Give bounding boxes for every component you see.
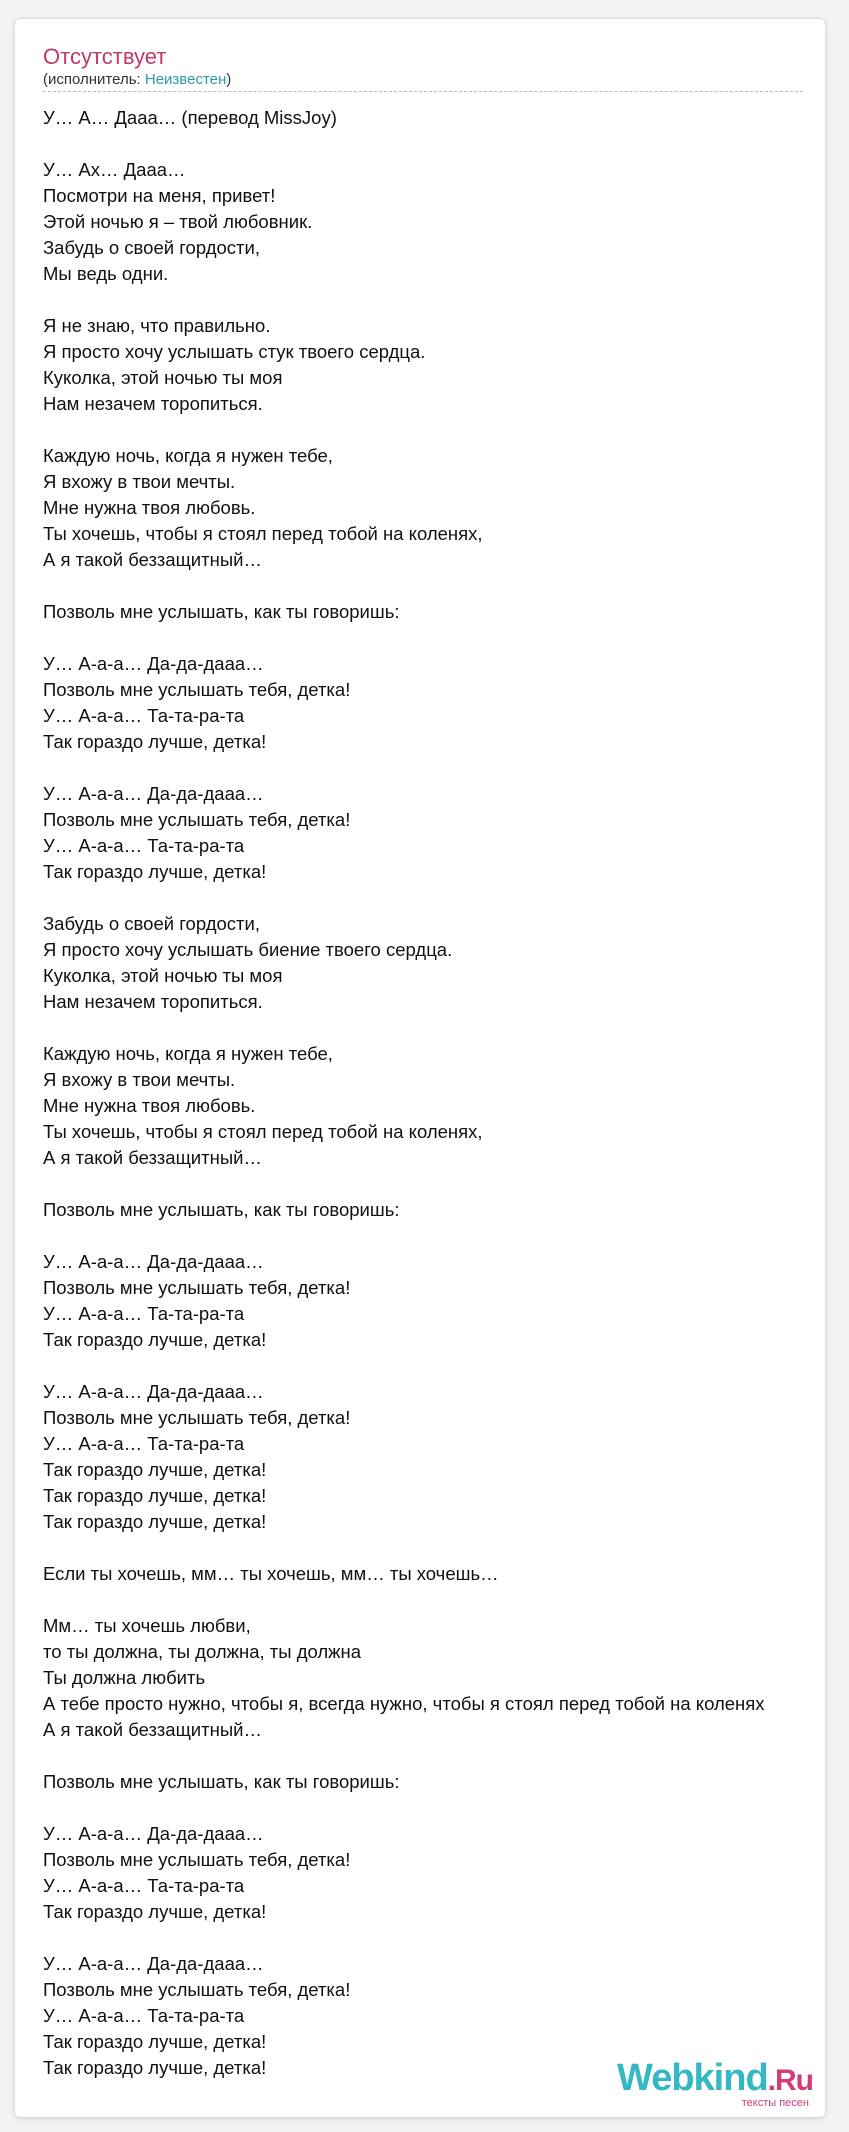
- lyric-line: А я такой беззащитный…: [43, 549, 262, 570]
- lyric-line: Мы ведь одни.: [43, 263, 169, 284]
- lyric-line: Мм… ты хочешь любви,: [43, 1615, 251, 1636]
- lyric-blank-line: [43, 1587, 765, 1613]
- lyric-line: Куколка, этой ночью ты моя: [43, 367, 283, 388]
- lyric-line: Так гораздо лучше, детка!: [43, 731, 267, 752]
- lyric-line: Этой ночью я – твой любовник.: [43, 211, 313, 232]
- lyric-line: Позволь мне услышать тебя, детка!: [43, 1407, 351, 1428]
- lyric-line: Так гораздо лучше, детка!: [43, 1901, 267, 1922]
- lyric-line: Забудь о своей гордости,: [43, 913, 260, 934]
- lyric-line: Так гораздо лучше, детка!: [43, 2031, 267, 2052]
- lyric-line: У… А-а-а… Та-та-ра-та: [43, 1875, 245, 1896]
- artist-prefix: (исполнитель:: [43, 71, 145, 88]
- lyric-blank-line: [43, 287, 765, 313]
- lyric-blank-line: [43, 1795, 765, 1821]
- lyric-blank-line: [43, 1925, 765, 1951]
- lyric-line: Позволь мне услышать, как ты говоришь:: [43, 601, 400, 622]
- lyric-line: Я не знаю, что правильно.: [43, 315, 271, 336]
- lyric-line: У… А-а-а… Та-та-ра-та: [43, 1433, 245, 1454]
- lyric-line: Так гораздо лучше, детка!: [43, 1459, 267, 1480]
- lyric-line: Позволь мне услышать тебя, детка!: [43, 809, 351, 830]
- lyric-blank-line: [43, 573, 765, 599]
- lyric-line: Забудь о своей гордости,: [43, 237, 260, 258]
- lyric-line: Я просто хочу услышать стук твоего сердца.: [43, 341, 426, 362]
- lyric-blank-line: [43, 1015, 765, 1041]
- lyric-blank-line: [43, 885, 765, 911]
- lyric-line: Так гораздо лучше, детка!: [43, 861, 267, 882]
- lyric-line: У… Ах… Дааа…: [43, 159, 186, 180]
- lyric-line: У… А-а-а… Та-та-ра-та: [43, 1303, 245, 1324]
- lyric-line: У… А-а-а… Да-да-дааа…: [43, 783, 264, 804]
- lyric-blank-line: [43, 1223, 765, 1249]
- lyric-line: Позволь мне услышать, как ты говоришь:: [43, 1199, 400, 1220]
- lyric-line: У… А-а-а… Да-да-дааа…: [43, 1953, 264, 1974]
- lyric-line: Каждую ночь, когда я нужен тебе,: [43, 1043, 333, 1064]
- lyric-line: А тебе просто нужно, чтобы я, всегда нужно, чтобы я стоял перед тобой на коленях: [43, 1693, 765, 1714]
- lyrics-body: [43, 105, 765, 2081]
- lyric-line: Позволь мне услышать тебя, детка!: [43, 679, 351, 700]
- lyric-line: Позволь мне услышать тебя, детка!: [43, 1277, 351, 1298]
- logo-kind: kind: [693, 2057, 768, 2099]
- lyric-line: Ты должна любить: [43, 1667, 206, 1688]
- lyric-line: Позволь мне услышать, как ты говоришь:: [43, 1771, 400, 1792]
- lyric-line: А я такой беззащитный…: [43, 1719, 262, 1740]
- lyric-line: Так гораздо лучше, детка!: [43, 2057, 267, 2078]
- lyric-line: У… А-а-а… Да-да-дааа…: [43, 1823, 264, 1844]
- logo-wordmark: [617, 2058, 813, 2101]
- song-header: [15, 19, 825, 92]
- lyric-blank-line: [43, 1353, 765, 1379]
- lyric-line: У… А… Дааа… (перевод MissJoy): [43, 107, 337, 128]
- lyric-line: Посмотри на меня, привет!: [43, 185, 276, 206]
- logo-tagline: тексты песен: [741, 2097, 809, 2109]
- lyric-line: Так гораздо лучше, детка!: [43, 1511, 267, 1532]
- lyric-line: Ты хочешь, чтобы я стоял перед тобой на коленях,: [43, 1121, 483, 1142]
- lyric-line: Если ты хочешь, мм… ты хочешь, мм… ты хочешь…: [43, 1563, 499, 1584]
- artist-suffix: ): [226, 71, 232, 88]
- lyric-line: У… А-а-а… Та-та-ра-та: [43, 705, 245, 726]
- lyric-blank-line: [43, 131, 765, 157]
- lyric-line: У… А-а-а… Да-да-дааа…: [43, 653, 264, 674]
- lyric-line: У… А-а-а… Да-да-дааа…: [43, 1251, 264, 1272]
- lyric-line: Я просто хочу услышать биение твоего сердца.: [43, 939, 453, 960]
- logo-web: Web: [617, 2057, 694, 2099]
- lyric-line: Так гораздо лучше, детка!: [43, 1485, 267, 1506]
- lyric-line: Позволь мне услышать тебя, детка!: [43, 1979, 351, 2000]
- lyric-blank-line: [43, 1535, 765, 1561]
- lyric-line: Позволь мне услышать тебя, детка!: [43, 1849, 351, 1870]
- lyric-line: то ты должна, ты должна, ты должна: [43, 1641, 362, 1662]
- lyric-line: Каждую ночь, когда я нужен тебе,: [43, 445, 333, 466]
- lyric-line: Я вхожу в твои мечты.: [43, 1069, 236, 1090]
- lyric-blank-line: [43, 417, 765, 443]
- lyric-line: Куколка, этой ночью ты моя: [43, 965, 283, 986]
- artist-line: [43, 71, 803, 92]
- lyric-line: У… А-а-а… Та-та-ра-та: [43, 2005, 245, 2026]
- lyric-line: Мне нужна твоя любовь.: [43, 497, 256, 518]
- lyric-line: Нам незачем торопиться.: [43, 991, 263, 1012]
- lyric-line: А я такой беззащитный…: [43, 1147, 262, 1168]
- lyric-blank-line: [43, 1743, 765, 1769]
- lyric-line: Мне нужна твоя любовь.: [43, 1095, 256, 1116]
- lyric-line: Я вхожу в твои мечты.: [43, 471, 236, 492]
- lyric-blank-line: [43, 1171, 765, 1197]
- lyrics-card: [14, 18, 826, 2118]
- lyric-line: Так гораздо лучше, детка!: [43, 1329, 267, 1350]
- lyric-blank-line: [43, 755, 765, 781]
- artist-link[interactable]: Неизвестен: [144, 71, 227, 88]
- lyric-line: Ты хочешь, чтобы я стоял перед тобой на коленях,: [43, 523, 483, 544]
- lyric-line: У… А-а-а… Та-та-ра-та: [43, 835, 245, 856]
- lyric-line: У… А-а-а… Да-да-дааа…: [43, 1381, 264, 1402]
- webkind-logo[interactable]: [617, 2058, 813, 2109]
- song-title: Отсутствует: [43, 44, 167, 69]
- logo-ru: .Ru: [767, 2064, 813, 2097]
- lyric-line: Нам незачем торопиться.: [43, 393, 263, 414]
- lyric-blank-line: [43, 625, 765, 651]
